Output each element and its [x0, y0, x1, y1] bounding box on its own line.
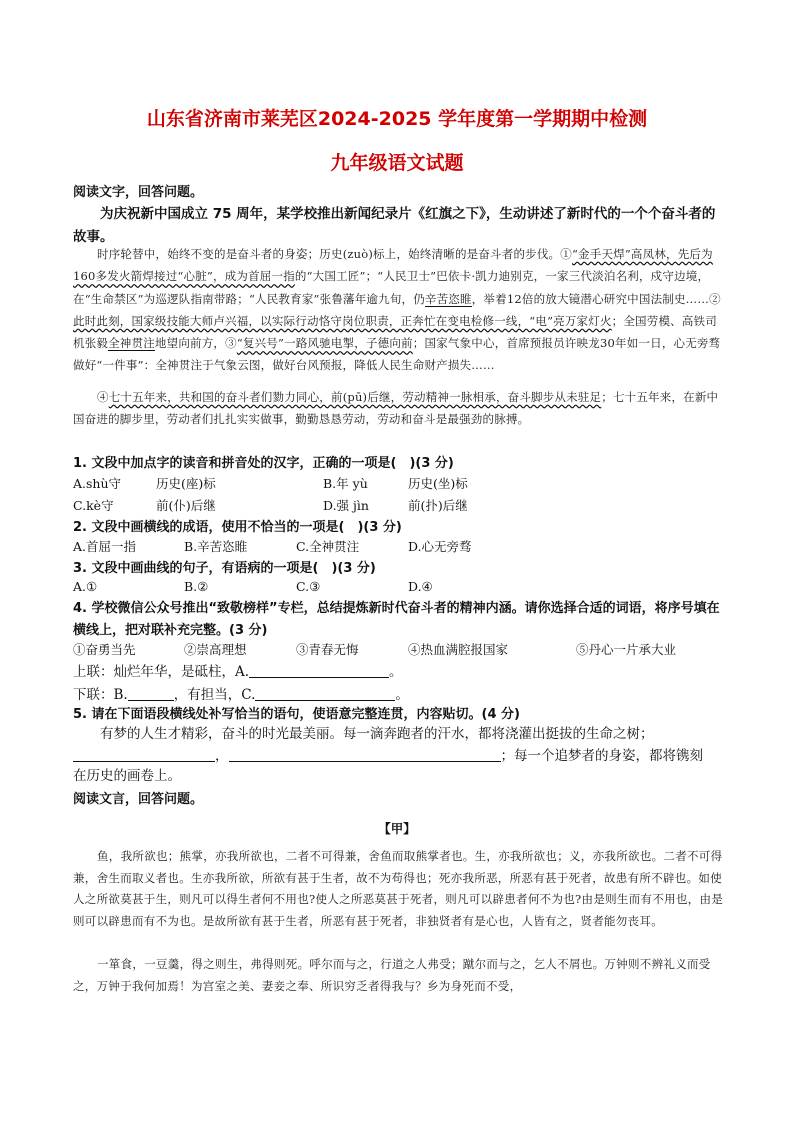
p1-text-5: 地望向前方， — [154, 336, 226, 351]
p1-text-6: ；国家气象中心，首席预报员许映龙30年如一日，心无旁骛做好“一件事”：全神贯注于气象云图，做好台风预报，降低人民生命财产损失…… — [73, 336, 721, 373]
q4-choice-2: ②崇高理想 — [184, 642, 247, 657]
p1-text-4: ；全国劳模、高铁司机张毅 — [73, 313, 717, 351]
q3-option-d: D.④ — [408, 579, 433, 594]
p2-text-1: ；七十五年来，在新中国奋进的脚步里，劳动者们扎扎实实做事，勤勤恳恳劳动，劳动和奋斗是最强劲的脉搏。 — [73, 390, 719, 427]
q4-choice-3: ③青春无悔 — [296, 642, 359, 657]
q4-choice-5: ⑤丹心一片承大业 — [576, 642, 677, 657]
q1-option-a-word: 历史(座)标 — [156, 476, 216, 491]
wavy-sentence-2: 此时此刻，国家级技能大师卢兴福，以实际行动恪守岗位职责，正奔忙在变电检修一线，“电”亮万家灯火 — [73, 313, 612, 328]
upper-couplet-end: 。 — [389, 664, 403, 680]
q1-option-b-pinyin: B.年 yù — [323, 476, 368, 491]
answer-blank-q5-1[interactable] — [73, 747, 215, 762]
q3-option-a: A.① — [73, 579, 98, 594]
q5-separator: ， — [215, 748, 229, 764]
marker-4: ④ — [97, 390, 109, 404]
q1-option-d-pinyin: D.强 jìn — [323, 498, 369, 513]
answer-blank-c[interactable] — [255, 686, 395, 701]
question-5-stem: 5. 请在下面语段横线处补写恰当的语句，使语意完整连贯，内容贴切。(4 分) — [73, 707, 520, 722]
question-1-stem: 1. 文段中加点字的读音和拼音处的汉字，正确的一项是( )(3 分) — [73, 456, 454, 471]
section-heading-reading: 阅读文字，回答问题。 — [73, 185, 204, 200]
p1-text-3: ，举着12倍的放大镜潜心研究中国法制史…… — [471, 291, 710, 306]
q3-option-b: B.② — [184, 579, 209, 594]
reading-paragraph-1 — [73, 243, 725, 377]
reading-paragraph-2 — [73, 386, 725, 431]
answer-blank-b[interactable] — [128, 686, 174, 701]
marker-2: ② — [709, 291, 721, 306]
q4-upper-couplet — [73, 661, 725, 684]
q2-option-d: D.心无旁骛 — [408, 539, 472, 554]
classical-paragraph-1: 鱼，我所欲也；熊掌，亦我所欲也，二者不可得兼，舍鱼而取熊掌者也。生，亦我所欲也；义，亦我所欲也。二者不可得兼，舍生而取义者也。生亦我所欲，所欲有甚于生者，故不为苟得也；死亦我所恶，所恶有甚于死者，故患有所不辟也。如使人之所欲莫甚于生，则凡可以得生者何不用也?使人之所恶莫甚于死者，则凡可以辟患者何不为也?由是则生而有不用也，由是则可以辟患而有不为也。是故所欲有甚于生者，所恶有甚于死者，非独贤者有是心也，人皆有之，贤者能勿丧耳。 — [73, 849, 724, 928]
marker-1: ① — [560, 247, 572, 261]
q2-option-b: B.辛苦恣睢 — [184, 539, 248, 554]
q2-option-a: A.首屈一指 — [73, 539, 137, 554]
q3-option-c: C.③ — [296, 579, 321, 594]
q5-line-1: 有梦的人生才精彩，奋斗的时光最美丽。每一滴奔跑者的汗水，都将浇灌出挺拔的生命之树； — [100, 726, 654, 742]
section-intro: 为庆祝新中国成立 75 周年，某学校推出新闻纪录片《红旗之下》，生动讲述了新时代的一个个奋斗者的故事。 — [73, 206, 716, 245]
q5-line-2-end: ；每一个追梦者的身姿，都将镌刻 — [500, 748, 703, 764]
wavy-sentence-3: “复兴号”一路风驰电掣，子德向前 — [236, 336, 413, 351]
q1-option-d-word: 前(扑)后继 — [408, 498, 468, 513]
classical-paragraph-2: 一箪食，一豆羹，得之则生，弗得则死。呼尔而与之，行道之人弗受；蹴尔而与之，乞人不屑也。万钟则不辨礼义而受之，万钟于我何加焉！为宫室之美、妻妾之奉、所识穷乏者得我与？乡为身死而不受， — [73, 957, 711, 993]
p1-text-1: 时序轮替中，始终不变的是奋斗者的身姿；历史(zuò)标上，始终清晰的是奋斗者的步伐。 — [97, 247, 561, 261]
q1-option-c-pinyin: C.kè守 — [73, 498, 114, 513]
exam-subtitle: 九年级语文试题 — [330, 152, 464, 174]
exam-title: 山东省济南市莱芜区2024-2025 学年度第一学期期中检测 — [146, 108, 648, 130]
underlined-idiom-2: 全神贯注 — [108, 336, 155, 351]
lower-couplet-text: 下联：B. — [73, 687, 128, 703]
q5-line-3: 在历史的画卷上。 — [73, 768, 181, 784]
lower-couplet-end: 。 — [395, 687, 409, 703]
upper-couplet-text: 上联：灿烂年华，是砥柱，A. — [73, 664, 250, 680]
lower-couplet-text-2: ，有担当，C. — [173, 687, 256, 703]
underlined-idiom-1: 辛苦恣睢 — [424, 291, 472, 306]
q4-choice-4: ④热血满腔报国家 — [408, 642, 509, 657]
answer-blank-a[interactable] — [249, 663, 389, 678]
q1-option-b-word: 历史(坐)标 — [408, 476, 468, 491]
answer-blank-q5-2[interactable] — [229, 747, 501, 762]
q1-option-a-pinyin: A.shù守 — [73, 476, 122, 491]
question-2-stem: 2. 文段中画横线的成语，使用不恰当的一项是( )(3 分) — [73, 520, 402, 535]
wavy-sentence-1: “金手天焊”高凤林，先后为160多发火箭焊接过“心脏”，成为首屈一指 — [73, 247, 713, 284]
question-4-stem: 4. 学校微信公众号推出“致敬榜样”专栏，总结提炼新时代奋斗者的精神内涵。请你选择合适的词语，将序号填在横线上，把对联补充完整。(3 分) — [73, 601, 720, 638]
wavy-sentence-4: 七十五年来，共和国的奋斗者们勠力同心，前(pū)后继，劳动精神一脉相承，奋斗脚步从未驻足 — [108, 390, 602, 404]
q2-option-c: C.全神贯注 — [296, 539, 360, 554]
q4-choice-1: ①奋勇当先 — [73, 642, 136, 657]
q1-option-c-word: 前(仆)后继 — [156, 498, 216, 513]
marker-3: ③ — [225, 336, 237, 351]
passage-label-jia: 【甲】 — [378, 821, 416, 836]
question-3-stem: 3. 文段中画曲线的句子，有语病的一项是( )(3 分) — [73, 561, 376, 576]
section-heading-classical: 阅读文言，回答问题。 — [73, 792, 204, 807]
p1-text-2: 的“大国工匠”；“人民卫士”巴依卡·凯力迪别克，一家三代淡泊名利，戍守边境，在“生命禁区”为巡逻队指南带路；“人民教育家”张鲁藩年逾九旬，仍 — [73, 269, 710, 306]
